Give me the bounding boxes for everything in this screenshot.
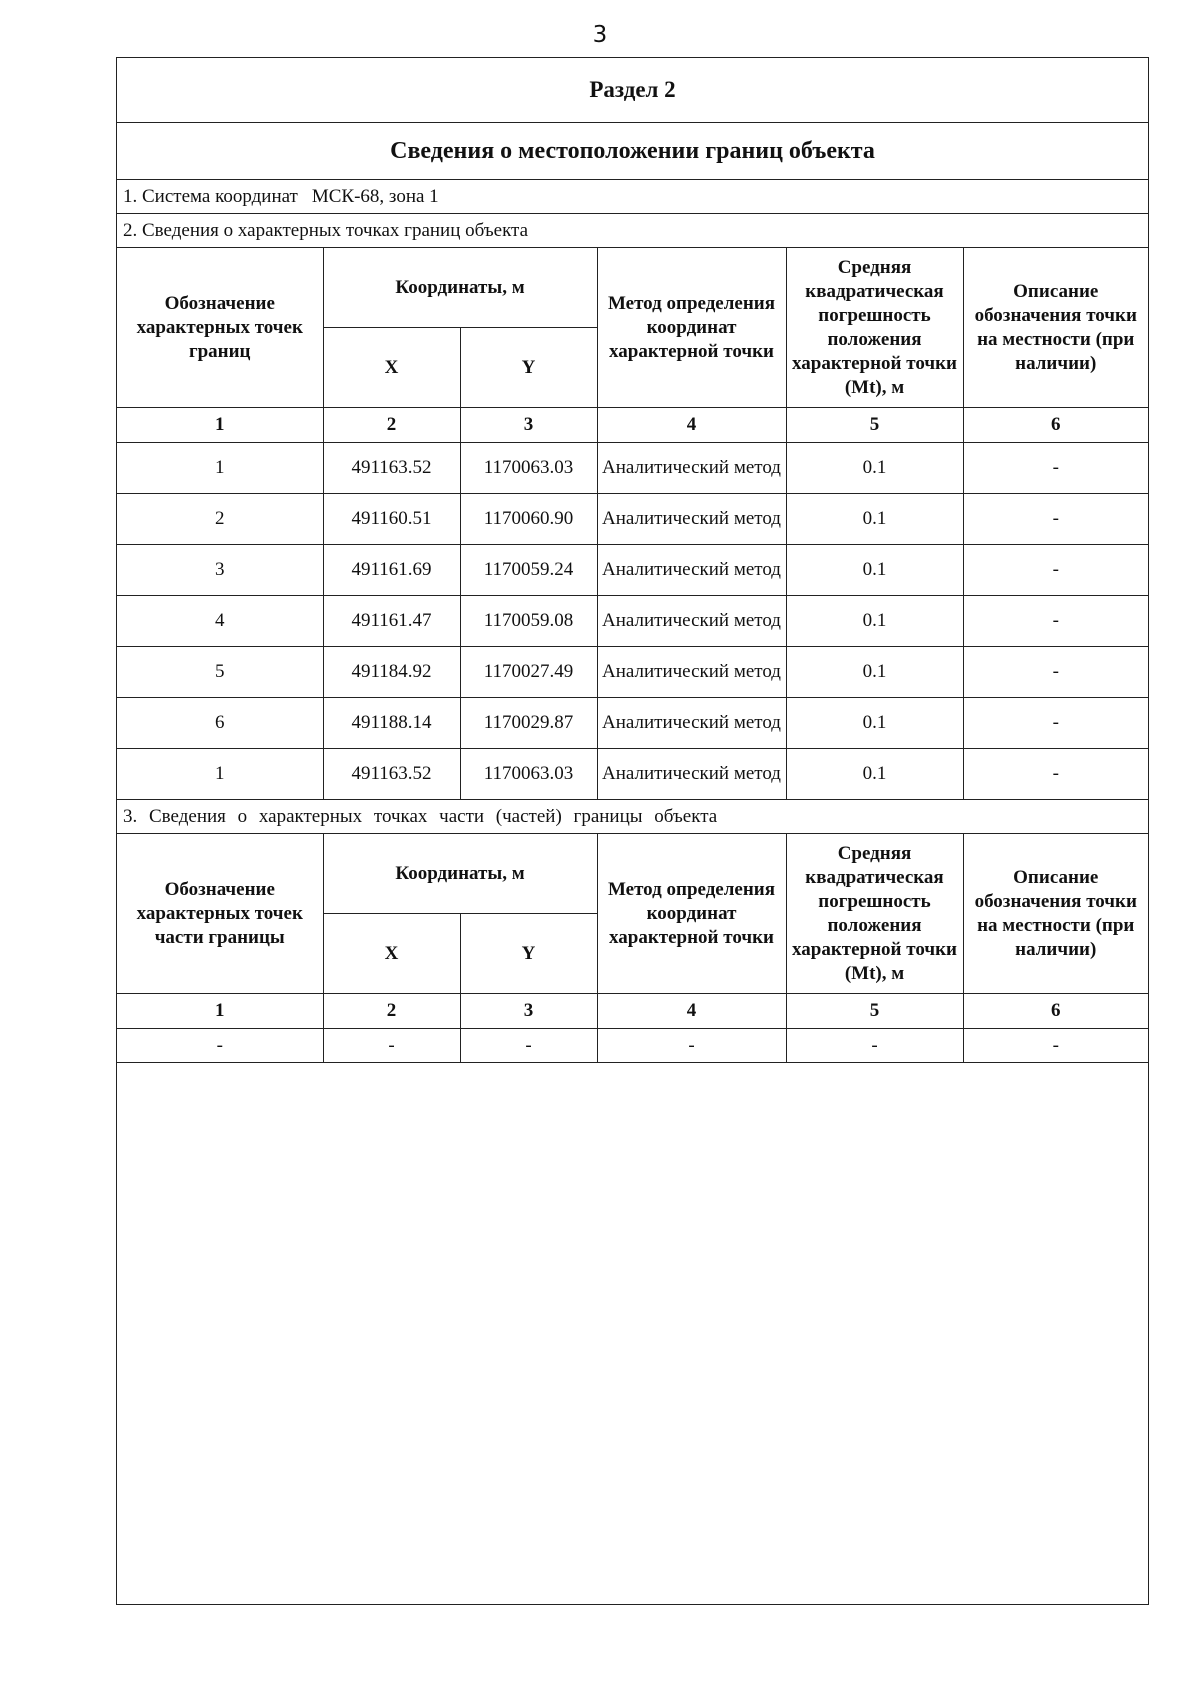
document-frame: [116, 57, 1149, 1605]
coord-system-line: [117, 180, 1148, 214]
point-x: 491163.52: [323, 443, 460, 494]
header-coordinates: Координаты, м: [323, 248, 597, 328]
header-description: Описание обозначения точки на местности (при наличии): [963, 248, 1148, 408]
header-designation: Обозначение характерных точек части границы: [117, 834, 323, 994]
point-id: 2: [117, 494, 323, 545]
point-mt: 0.1: [786, 443, 963, 494]
parts-heading: 3. Сведения о характерных точках части (частей) границы объекта: [117, 800, 1148, 834]
part-point-x: -: [323, 1029, 460, 1063]
table-row: [117, 596, 1148, 647]
point-x: 491163.52: [323, 749, 460, 800]
table-row: [117, 443, 1148, 494]
point-y: 1170060.90: [460, 494, 597, 545]
point-x: 491160.51: [323, 494, 460, 545]
part-point-description: -: [963, 1029, 1148, 1063]
points-table: [117, 248, 1148, 800]
page-number: 3: [592, 22, 608, 48]
header-description: Описание обозначения точки на местности (при наличии): [963, 834, 1148, 994]
column-number: 5: [786, 408, 963, 443]
table-row: [117, 749, 1148, 800]
point-x: 491184.92: [323, 647, 460, 698]
point-description: -: [963, 698, 1148, 749]
part-point-method: -: [597, 1029, 786, 1063]
points-heading: 2. Сведения о характерных точках границ объекта: [117, 214, 1148, 248]
header-y: Y: [460, 914, 597, 994]
point-id: 5: [117, 647, 323, 698]
column-number: 1: [117, 408, 323, 443]
point-y: 1170063.03: [460, 443, 597, 494]
point-y: 1170063.03: [460, 749, 597, 800]
point-method: Аналитический метод: [597, 443, 786, 494]
header-method: Метод определения координат характерной точки: [597, 248, 786, 408]
point-method: Аналитический метод: [597, 545, 786, 596]
parts-table: [117, 834, 1148, 1063]
point-id: 6: [117, 698, 323, 749]
coord-system-value: МСК-68, зона 1: [311, 185, 439, 207]
column-number: 5: [786, 994, 963, 1029]
point-mt: 0.1: [786, 596, 963, 647]
column-number: 3: [460, 994, 597, 1029]
point-description: -: [963, 443, 1148, 494]
point-y: 1170059.08: [460, 596, 597, 647]
header-error: Средняя квадратическая погрешность положения характерной точки (Mt), м: [786, 834, 963, 994]
part-point-id: -: [117, 1029, 323, 1063]
point-method: Аналитический метод: [597, 596, 786, 647]
point-mt: 0.1: [786, 647, 963, 698]
part-point-y: -: [460, 1029, 597, 1063]
column-number: 6: [963, 408, 1148, 443]
point-mt: 0.1: [786, 749, 963, 800]
point-description: -: [963, 596, 1148, 647]
point-mt: 0.1: [786, 698, 963, 749]
point-method: Аналитический метод: [597, 749, 786, 800]
header-x: X: [323, 328, 460, 408]
table-row: [117, 545, 1148, 596]
point-mt: 0.1: [786, 545, 963, 596]
header-error: Средняя квадратическая погрешность положения характерной точки (Mt), м: [786, 248, 963, 408]
header-x: X: [323, 914, 460, 994]
point-id: 1: [117, 749, 323, 800]
header-method: Метод определения координат характерной точки: [597, 834, 786, 994]
section-subtitle: Сведения о местоположении границ объекта: [117, 123, 1148, 180]
table-row: [117, 647, 1148, 698]
point-y: 1170027.49: [460, 647, 597, 698]
coord-system-label: 1. Система координат: [123, 185, 298, 207]
table-row: [117, 494, 1148, 545]
point-x: 491188.14: [323, 698, 460, 749]
column-number: 4: [597, 408, 786, 443]
point-method: Аналитический метод: [597, 647, 786, 698]
column-number: 6: [963, 994, 1148, 1029]
point-description: -: [963, 494, 1148, 545]
point-y: 1170059.24: [460, 545, 597, 596]
point-x: 491161.69: [323, 545, 460, 596]
header-y: Y: [460, 328, 597, 408]
point-method: Аналитический метод: [597, 698, 786, 749]
table-row: [117, 698, 1148, 749]
point-id: 3: [117, 545, 323, 596]
column-number: 1: [117, 994, 323, 1029]
section-title: Раздел 2: [117, 58, 1148, 123]
column-number: 3: [460, 408, 597, 443]
point-description: -: [963, 647, 1148, 698]
point-x: 491161.47: [323, 596, 460, 647]
point-id: 4: [117, 596, 323, 647]
point-mt: 0.1: [786, 494, 963, 545]
table-row: [117, 1029, 1148, 1063]
point-description: -: [963, 545, 1148, 596]
column-number: 2: [323, 994, 460, 1029]
point-y: 1170029.87: [460, 698, 597, 749]
column-number: 4: [597, 994, 786, 1029]
column-number: 2: [323, 408, 460, 443]
point-description: -: [963, 749, 1148, 800]
part-point-mt: -: [786, 1029, 963, 1063]
point-id: 1: [117, 443, 323, 494]
header-designation: Обозначение характерных точек границ: [117, 248, 323, 408]
point-method: Аналитический метод: [597, 494, 786, 545]
header-coordinates: Координаты, м: [323, 834, 597, 914]
